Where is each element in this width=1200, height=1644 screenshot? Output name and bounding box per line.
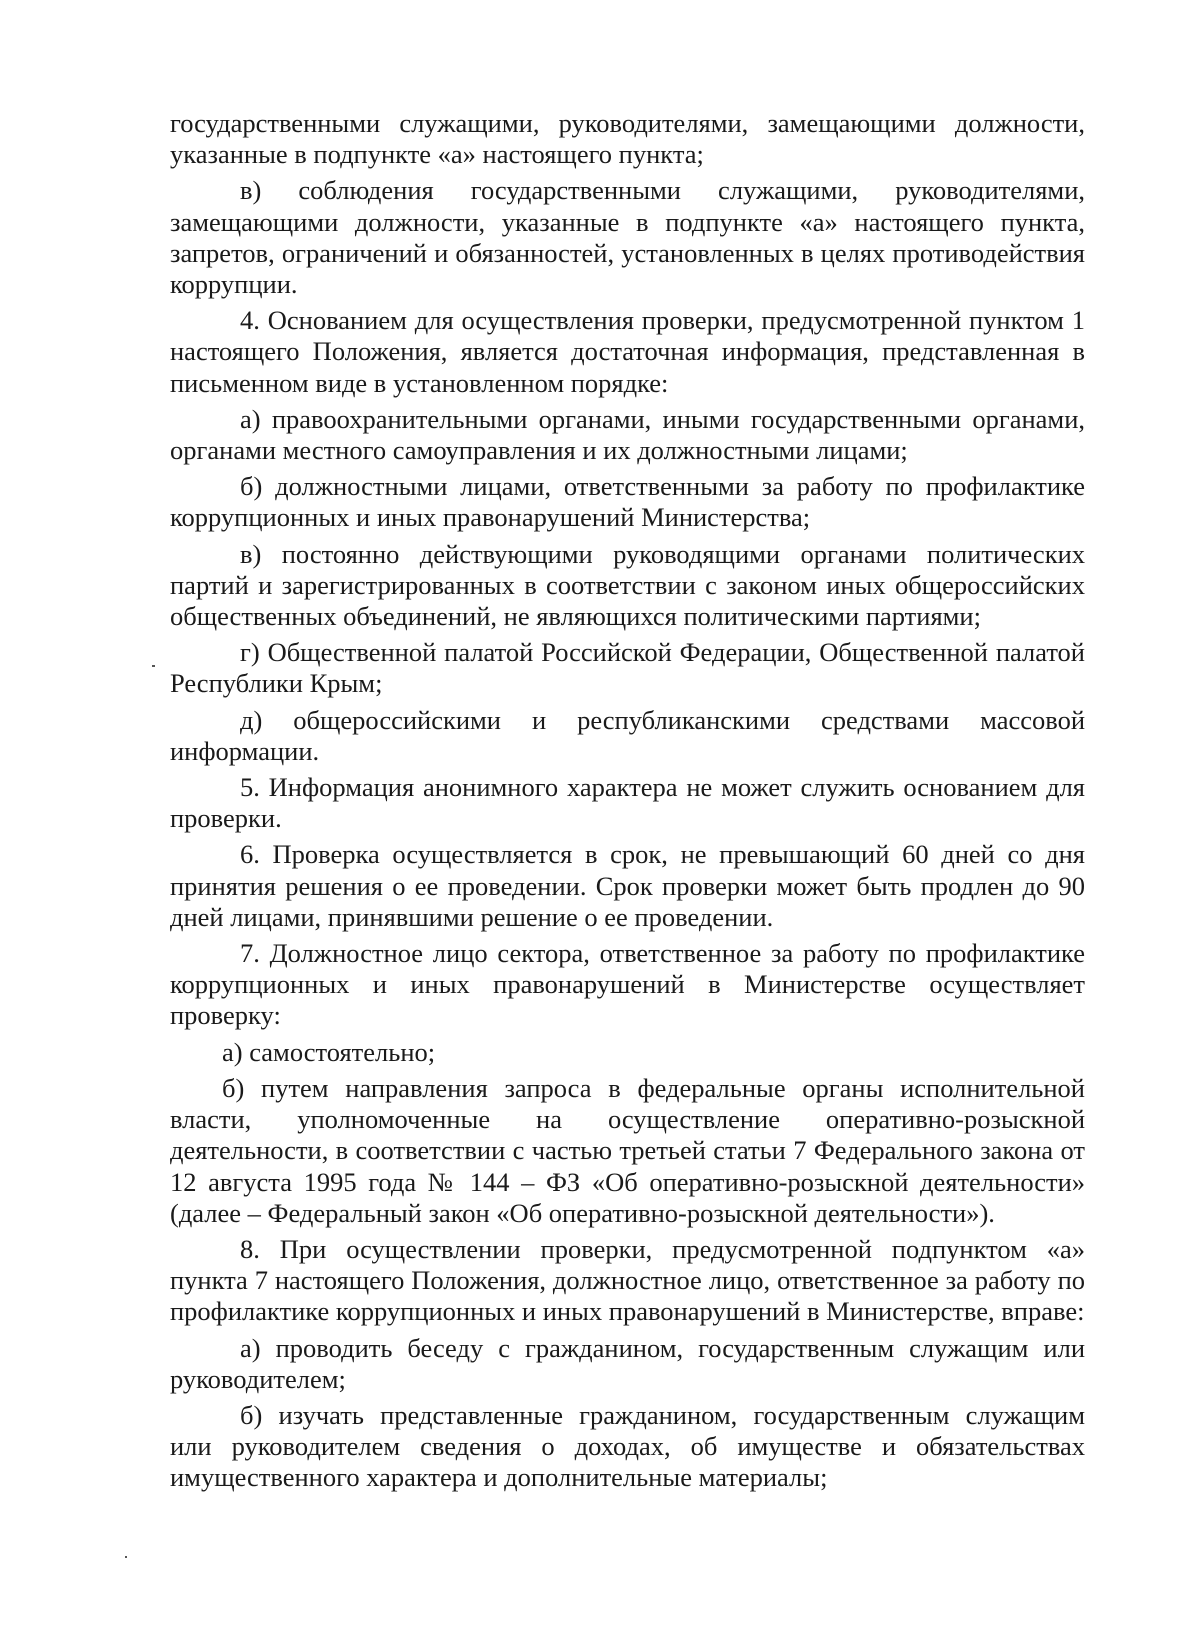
paragraph-continuation: государственными служащими, руководителями, замещающими должности, указанные в подпункте «а» настоящего пункта; <box>170 108 1085 170</box>
document-body <box>170 108 1085 1499</box>
paragraph-5: 5. Информация анонимного характера не может служить основанием для проверки. <box>170 772 1085 834</box>
paragraph-4a: а) правоохранительными органами, иными государственными органами, органами местного самоуправления и их должностными лицами; <box>170 403 1085 466</box>
paragraph-4b: б) должностными лицами, ответственными за работу по профилактике коррупционных и иных правонарушений Министерства; <box>170 471 1085 533</box>
paragraph-3v: в) соблюдения государственными служащими, руководителями, замещающими должности, указанные в подпункте «а» настоящего пункта, запретов, ограничений и обязанностей, установленных в целях противодействия коррупции. <box>170 175 1085 300</box>
paragraph-8: 8. При осуществлении проверки, предусмотренной подпунктом «а» пункта 7 настоящего Положения, должностное лицо, ответственное за работу по профилактике коррупционных и иных правонарушений в Министерстве, вправе: <box>170 1233 1085 1327</box>
paragraph-7: 7. Должностное лицо сектора, ответственное за работу по профилактике коррупционных и иных правонарушений в Министерстве осуществляет проверку: <box>170 938 1085 1031</box>
paragraph-4g: г) Общественной палатой Российской Федерации, Общественной палатой Республики Крым; <box>170 637 1085 699</box>
scan-speck <box>152 665 155 667</box>
paragraph-4d: д) общероссийскими и республиканскими средствами массовой информации. <box>170 704 1085 766</box>
paragraph-8b: б) изучать представленные гражданином, государственным служащим или руководителем сведения о доходах, об имуществе и обязательствах имущественного характера и дополнительные материалы; <box>170 1399 1085 1493</box>
paragraph-7a: а) самостоятельно; <box>222 1036 436 1067</box>
paragraph-7b: б) путем направления запроса в федеральные органы исполнительной власти, уполномоченные на осуществление оперативно-розыскной деятельности, в соответствии с частью третьей статьи 7 Федерального закона от 12 августа 1995 года № 144 – ФЗ «Об оперативно-розыскной деятельности» (далее – Федеральный закон «Об оперативно-розыскной деятельности»). <box>170 1072 1085 1228</box>
paragraph-8a: а) проводить беседу с гражданином, государственным служащим или руководителем; <box>170 1332 1085 1394</box>
scan-speck <box>125 1556 127 1558</box>
paragraph-4: 4. Основанием для осуществления проверки, предусмотренной пунктом 1 настоящего Положения, является достаточная информация, представленная в письменном виде в установленном порядке: <box>170 305 1085 398</box>
paragraph-6: 6. Проверка осуществляется в срок, не превышающий 60 дней со дня принятия решения о ее проведении. Срок проверки может быть продлен до 90 дней лицами, принявшими решение о ее проведении. <box>170 839 1085 932</box>
paragraph-4v: в) постоянно действующими руководящими органами политических партий и зарегистрированных в соответствии с законом иных общероссийских общественных объединений, не являющихся политическими партиями; <box>170 538 1085 632</box>
